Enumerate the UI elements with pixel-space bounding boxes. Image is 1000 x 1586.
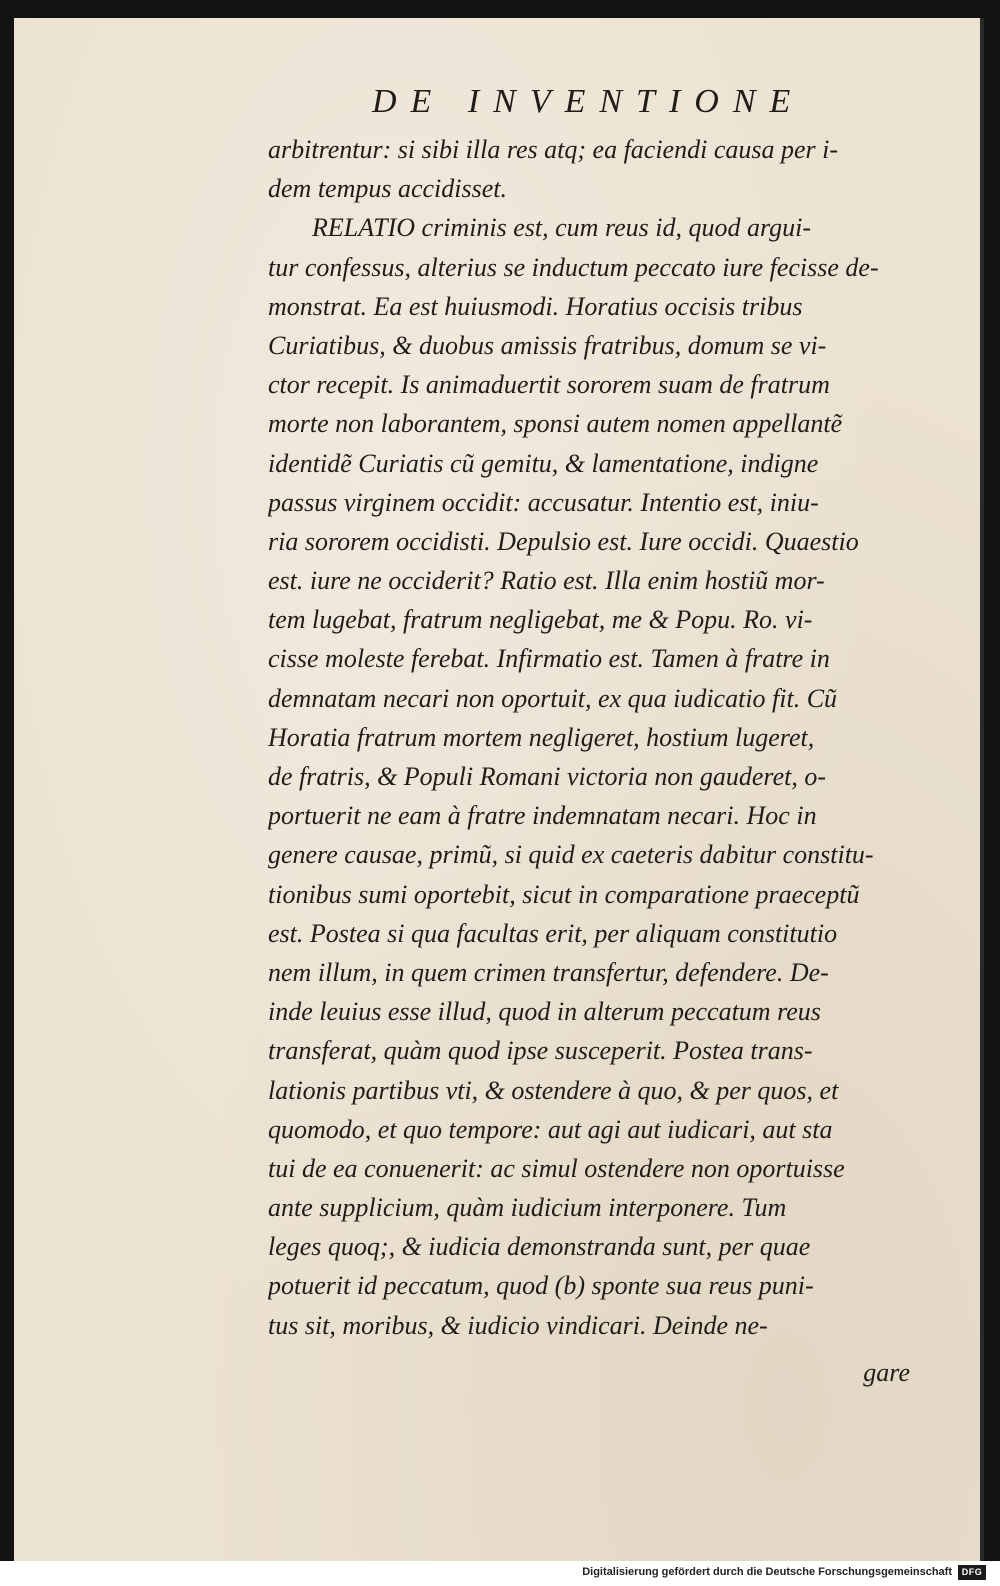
catchword: gare [863,1357,910,1387]
text-line: cisse moleste ferebat. Infirmatio est. Tamen à fratre in [268,644,830,674]
dfg-logo-icon: DFG [958,1565,986,1580]
text-line: quomodo, et quo tempore: aut agi aut iudicari, aut sta [268,1114,833,1144]
text-line: tui de ea conuenerit: ac simul ostendere non oportuisse [268,1153,845,1183]
text-line: morte non laborantem, sponsi autem nomen appellantẽ [268,409,843,439]
text-line: identidẽ Curiatis cũ gemitu, & lamentatione, indigne [268,448,819,478]
text-lines [268,130,958,1345]
text-line: monstrat. Ea est huiusmodi. Horatius occisis tribus [268,291,803,321]
text-line: transferat, quàm quod ipse susceperit. Postea trans- [268,1036,813,1066]
text-line: genere causae, primũ, si quid ex caeteris dabitur constitu- [268,840,874,870]
text-line: RELATIO criminis est, cum reus id, quod argui- [312,213,812,243]
funding-credit: Digitalisierung gefördert durch die Deutsche Forschungsgemeinschaft [582,1566,952,1578]
text-line: ante supplicium, quàm iudicium interponere. Tum [268,1193,787,1223]
page-text [268,80,958,1392]
text-line: dem tempus accidisset. [268,174,508,204]
text-line: potuerit id peccatum, quod (b) sponte sua reus puni- [268,1271,814,1301]
text-line: tionibus sumi oportebit, sicut in comparatione praeceptũ [268,879,860,909]
text-line: tus sit, moribus, & iudicio vindicari. Deinde ne- [268,1310,768,1340]
text-line: Horatia fratrum mortem negligeret, hostium lugeret, [268,722,815,752]
text-line: ria sororem occidisti. Depulsio est. Iure occidi. Quaestio [268,526,859,556]
footer-bar [0,1561,1000,1586]
text-line: Curiatibus, & duobus amissis fratribus, domum se vi- [268,330,827,360]
text-line: nem illum, in quem crimen transfertur, defendere. De- [268,957,829,987]
text-line: de fratris, & Populi Romani victoria non gauderet, o- [268,762,826,791]
text-line: est. Postea si qua facultas erit, per aliquam constitutio [268,918,838,948]
text-line: lationis partibus vti, & ostendere à quo, & per quos, et [268,1075,839,1105]
text-line: inde leuius esse illud, quod in alterum peccatum reus [268,997,821,1027]
text-line: tem lugebat, fratrum negligebat, me & Popu. Ro. vi- [268,605,813,635]
text-line: est. iure ne occiderit? Ratio est. Illa enim hostiũ mor- [268,566,825,596]
text-line: ctor recepit. Is animaduertit sororem suam de fratrum [268,370,830,400]
text-line: demnatam necari non oportuit, ex qua iudicatio fit. Cũ [268,683,838,713]
text-line: tur confessus, alterius se inductum peccato iure fecisse de- [268,252,879,282]
text-line: passus virginem occidit: accusatur. Intentio est, iniu- [268,487,819,517]
text-line: leges quoq;, & iudicia demonstranda sunt, per quae [268,1232,811,1262]
text-line: arbitrentur: si sibi illa res atq; ea faciendi causa per i- [268,135,839,164]
running-head: DE INVENTIONE [372,83,805,120]
page-edge [980,18,984,1561]
text-line: portuerit ne eam à fratre indemnatam necari. Hoc in [268,801,817,831]
